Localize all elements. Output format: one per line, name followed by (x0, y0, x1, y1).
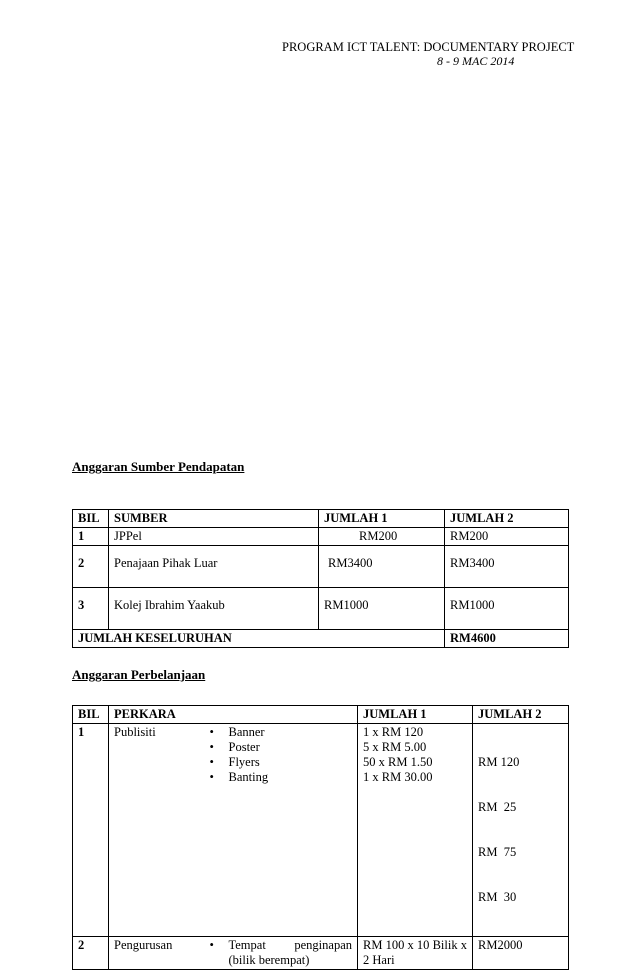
row-sumber: JPPel (109, 528, 319, 546)
row-bil: 2 (73, 546, 109, 588)
row-jumlah1: RM200 (319, 528, 445, 546)
table-row (73, 724, 569, 937)
list-item: • Banting (197, 770, 353, 785)
cost-line: 1 x RM 30.00 (363, 770, 433, 784)
row-jumlah2: RM1000 (445, 588, 569, 630)
cost-line: 50 x RM 1.50 (363, 755, 433, 769)
row-jumlah1: RM1000 (319, 588, 445, 630)
row-jumlah1 (358, 724, 473, 937)
header-bil: BIL (73, 706, 109, 724)
row-bil: 1 (73, 528, 109, 546)
list-item: • Flyers (197, 755, 353, 770)
bullet-list (197, 725, 353, 785)
row-items (192, 724, 358, 937)
header-bil: BIL (73, 510, 109, 528)
row-items (192, 937, 358, 970)
cost-line: RM 100 x 10 Bilik x (363, 938, 467, 952)
cost-line: 1 x RM 120 (363, 725, 424, 739)
table-row (73, 588, 569, 630)
total-value: RM4600 (445, 630, 569, 648)
header-jumlah2: JUMLAH 2 (445, 510, 569, 528)
cost-line: RM 30 (478, 890, 517, 904)
table-row (73, 528, 569, 546)
row-bil: 3 (73, 588, 109, 630)
row-perkara: Pengurusan (109, 937, 192, 970)
list-item: • Tempat penginapan (bilik berempat) (197, 938, 353, 968)
row-jumlah1 (358, 937, 473, 970)
income-section-title: Anggaran Sumber Pendapatan (72, 459, 245, 474)
cost-line: 5 x RM 5.00 (363, 740, 427, 754)
total-row (73, 630, 569, 648)
total-label: JUMLAH KESELURUHAN (73, 630, 445, 648)
row-jumlah2: RM200 (445, 528, 569, 546)
row-jumlah2 (473, 724, 569, 937)
header-jumlah1: JUMLAH 1 (358, 706, 473, 724)
table-row (73, 546, 569, 588)
header-perkara: PERKARA (109, 706, 358, 724)
row-perkara: Publisiti (109, 724, 192, 937)
row-jumlah1: RM3400 (319, 546, 445, 588)
cost-line: RM 120 (478, 755, 520, 769)
income-table (72, 509, 569, 648)
row-sumber: Penajaan Pihak Luar (109, 546, 319, 588)
cost-line: RM 75 (478, 845, 517, 859)
row-jumlah2: RM3400 (445, 546, 569, 588)
table-row (73, 937, 569, 970)
list-item: • Poster (197, 740, 353, 755)
header-jumlah1: JUMLAH 1 (319, 510, 445, 528)
cost-line: RM 25 (478, 800, 517, 814)
expenses-table (72, 705, 569, 970)
program-date: 8 - 9 MAC 2014 (437, 54, 515, 68)
row-bil: 1 (73, 724, 109, 937)
table-header-row (73, 706, 569, 724)
cost-line: 2 Hari (363, 953, 395, 967)
expenses-section-title: Anggaran Perbelanjaan (72, 667, 206, 682)
program-title: PROGRAM ICT TALENT: DOCUMENTARY PROJECT (282, 40, 575, 54)
row-sumber: Kolej Ibrahim Yaakub (109, 588, 319, 630)
row-bil: 2 (73, 937, 109, 970)
list-item: • Banner (197, 725, 353, 740)
table-header-row (73, 510, 569, 528)
bullet-list (197, 938, 353, 968)
header-jumlah2: JUMLAH 2 (473, 706, 569, 724)
row-jumlah2: RM2000 (473, 937, 569, 970)
header-sumber: SUMBER (109, 510, 319, 528)
